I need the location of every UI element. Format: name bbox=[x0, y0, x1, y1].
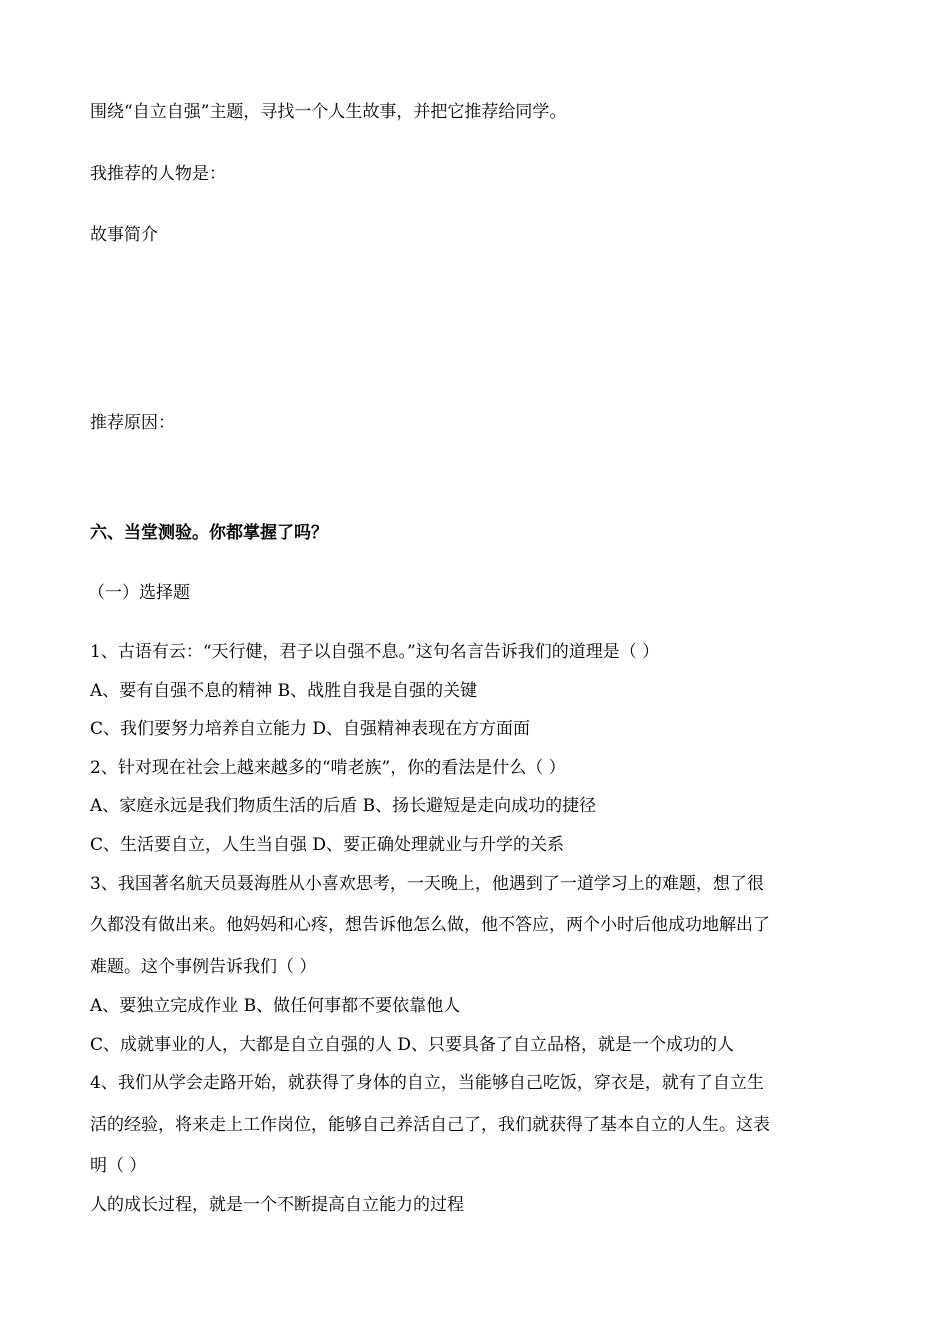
question-1-options-ab: A、要有自强不息的精神 B、战胜自我是自强的关键 bbox=[90, 681, 478, 701]
question-2-options-ab: A、家庭永远是我们物质生活的后盾 B、扬长避短是走向成功的捷径 bbox=[90, 796, 597, 816]
question-2-options-cd: C、生活要自立，人生当自强 D、要正确处理就业与升学的关系 bbox=[90, 835, 565, 855]
recommended-person-label: 我推荐的人物是： bbox=[90, 164, 226, 184]
question-1-options-cd: C、我们要努力培养自立能力 D、自强精神表现在方方面面 bbox=[90, 719, 531, 739]
question-2-stem: 2、针对现在社会上越来越多的“啃老族”，你的看法是什么（ ） bbox=[90, 758, 566, 778]
question-4-stem-line-1: 4、我们从学会走路开始，就获得了身体的自立，当能够自己吃饭，穿衣是，就有了自立生 bbox=[90, 1073, 764, 1093]
recommendation-reason-label: 推荐原因： bbox=[90, 413, 175, 433]
question-4-option: 人的成长过程，就是一个不断提高自立能力的过程 bbox=[90, 1195, 464, 1215]
question-3-options-cd: C、成就事业的人，大都是自立自强的人 D、只要具备了自立品格，就是一个成功的人 bbox=[90, 1035, 735, 1055]
question-4-stem-line-3: 明（ ） bbox=[90, 1156, 147, 1176]
subsection-heading: （一）选择题 bbox=[88, 583, 190, 603]
question-4-stem-line-2: 活的经验，将来走上工作岗位，能够自己养活自己了，我们就获得了基本自立的人生。这表 bbox=[90, 1115, 770, 1135]
story-summary-label: 故事简介 bbox=[90, 225, 158, 245]
question-3-stem-line-2: 久都没有做出来。他妈妈和心疼，想告诉他怎么做，他不答应，两个小时后他成功地解出了 bbox=[90, 915, 770, 935]
task-instruction: 围绕“自立自强”主题，寻找一个人生故事，并把它推荐给同学。 bbox=[90, 102, 567, 122]
question-3-stem-line-3: 难题。这个事例告诉我们（ ） bbox=[90, 957, 317, 977]
question-3-options-ab: A、要独立完成作业 B、做任何事都不要依靠他人 bbox=[90, 996, 461, 1016]
question-3-stem-line-1: 3、我国著名航天员聂海胜从小喜欢思考，一天晚上，他遇到了一道学习上的难题，想了很 bbox=[90, 874, 764, 894]
section-heading: 六、当堂测验。你都掌握了吗？ bbox=[90, 523, 328, 543]
question-1-stem: 1、古语有云：“天行健，君子以自强不息。”这句名言告诉我们的道理是（ ） bbox=[90, 642, 660, 662]
